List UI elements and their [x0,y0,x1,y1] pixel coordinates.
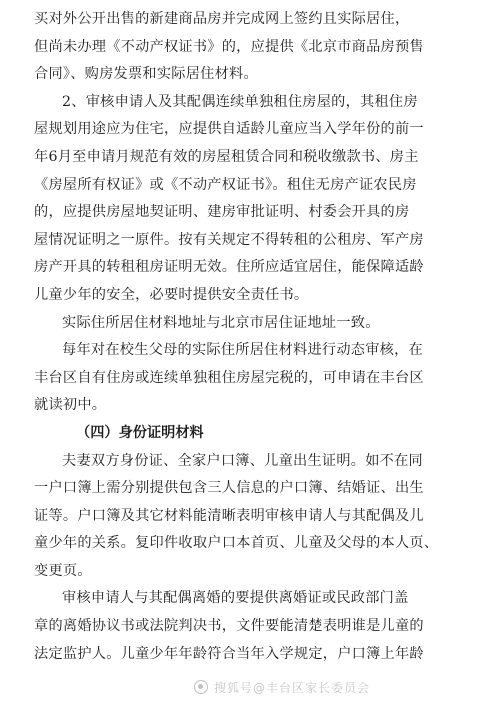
text-line: 的，应提供房屋地契证明、建房审批证明、村委会开具的房 [34,204,410,221]
text-line: 章的离婚协议书或法院判决书，文件要能清楚表明谁是儿童的 [34,618,424,635]
paragraph-purchase-housing [34,6,454,89]
text-line: 房产开具的转租租房证明无效。住所应适宜居住，能保障适龄 [34,259,424,276]
document-body [34,6,454,668]
text-line: 审核申请人与其配偶离婚的要提供离婚证或民政部门盖 [62,590,409,607]
text-line: 买对外公开出售的新建商品房并完成网上签约且实际居住， [34,11,410,27]
text-line: 《房屋所有权证》或《不动产权证书》。租住无房产证农民房 [34,176,417,193]
paragraph-rental-housing [34,89,454,310]
paragraph-identity-documents [34,448,454,586]
paragraph-divorce-documents [34,585,454,668]
paragraph-dynamic-review [34,337,454,420]
section-heading: （四）身份证明材料 [76,424,204,441]
watermark [194,677,474,697]
text-line: 一户口簿上需分别提供包含三人信息的户口簿、结婚证、出生 [34,480,424,497]
text-line: 童少年的关系。复印件收取户口本首页、儿童及父母的本人页、 [34,535,439,552]
text-line: 夫妻双方身份证、全家户口簿、儿童出生证明。如不在同 [62,452,423,469]
text-line: 合同》、购房发票和实际居住材料。 [34,66,258,83]
watermark-text: 搜狐号@丰台区家长委员会 [214,680,371,695]
text-line: 年6月至申请月规范有效的房屋租赁合同和税收缴款书、房主 [34,148,419,165]
text-line: 儿童少年的安全，必要时提供安全责任书。 [34,286,309,303]
text-line: 屋情况证明之一原件。按有关规定不得转租的公租房、军产房 [34,231,424,248]
text-line: 屋规划用途应为住宅，应提供自适龄儿童应当入学年份的前一 [34,121,424,138]
sohu-logo-icon [194,680,208,694]
paragraph-address-match [34,310,454,338]
text-line: 证等。户口簿及其它材料能清晰表明审核申请人与其配偶及儿 [34,507,424,524]
text-line: 2、审核申请人及其配偶连续单独租住房屋的，其租住房 [62,93,418,110]
text-line: 每年对在校生父母的实际住所居住材料进行动态审核，在 [62,342,423,359]
text-line: 变更页。 [34,562,92,579]
text-line: 丰台区自有住房或连续单独租住房屋完税的，可申请在丰台区 [34,369,424,386]
text-line: 实际住所居住材料地址与北京市居住证地址一致。 [62,314,380,331]
text-line: 法定监护人。儿童少年年龄符合当年入学规定，户口簿上年龄 [34,645,424,662]
text-line: 但尚未办理《不动产权证书》的，应提供《北京市商品房预售 [34,38,424,55]
text-line: 就读初中。 [34,397,107,414]
